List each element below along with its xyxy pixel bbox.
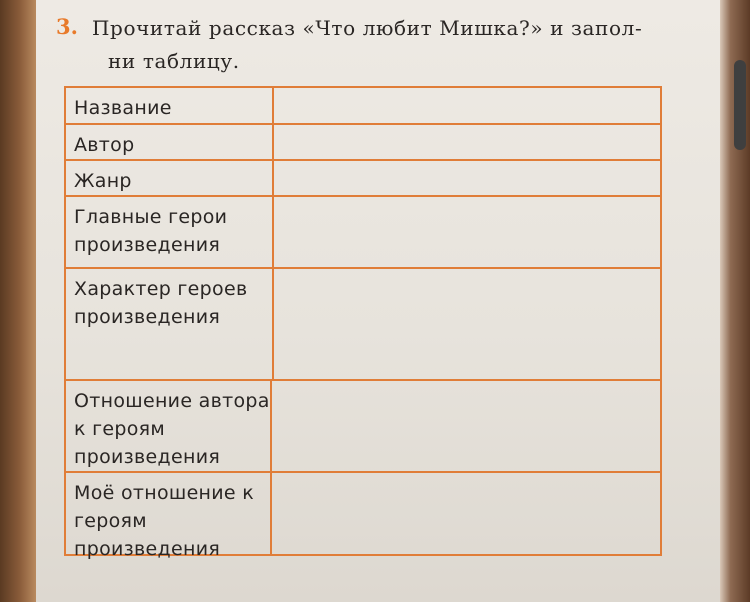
answer-cell-genre[interactable] — [274, 161, 660, 195]
task-instruction — [92, 12, 712, 78]
row-label: Моё отношение к героям произведения — [66, 473, 272, 554]
row-label: Жанр — [66, 161, 274, 195]
row-label: Отношение автора к героям произведения — [66, 381, 272, 471]
worksheet-table — [64, 86, 662, 560]
task-number: 3. — [56, 14, 78, 39]
table-row-author — [66, 125, 660, 161]
row-label: Характер героев произведения — [74, 278, 248, 328]
answer-cell-my-attitude[interactable] — [274, 473, 660, 554]
row-label: Главные герои произведения — [74, 206, 228, 256]
answer-cell-main-characters[interactable] — [274, 197, 660, 267]
table-row-title — [66, 88, 660, 125]
answer-cell-author[interactable] — [274, 125, 660, 159]
table-row-my-attitude — [66, 473, 660, 560]
row-label: Автор — [66, 125, 274, 159]
table-row-main-characters — [66, 197, 660, 269]
answer-cell-author-attitude[interactable] — [274, 381, 660, 471]
table-row-genre — [66, 161, 660, 197]
answer-cell-title[interactable] — [274, 88, 660, 123]
book-edge-left — [0, 0, 36, 602]
task-instruction-line-2: ни таблицу. — [108, 49, 240, 73]
row-label: Название — [66, 88, 274, 123]
table-row-characters-traits — [66, 269, 660, 381]
table-row-author-attitude — [66, 381, 660, 473]
task-instruction-line-1: Прочитай рассказ «Что любит Мишка?» и запол- — [92, 16, 643, 40]
book-clip — [734, 60, 746, 150]
answer-cell-characters-traits[interactable] — [274, 269, 660, 379]
